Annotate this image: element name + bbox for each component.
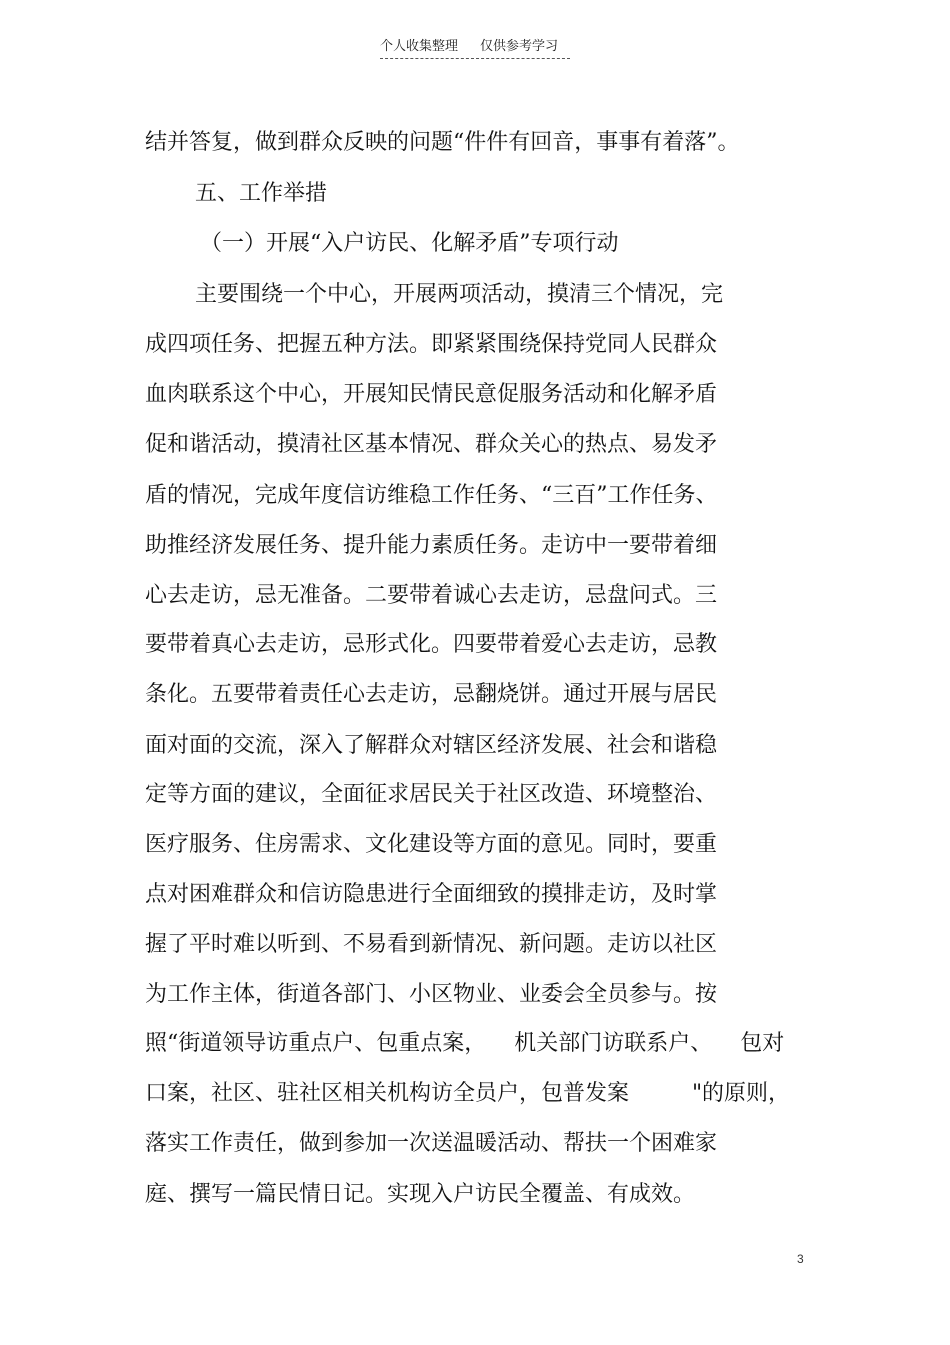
- body-line: 要带着真心去走访，忌形式化。四要带着爱心去走访，忌教: [145, 632, 718, 657]
- body-line: 为工作主体，街道各部门、小区物业、业委会全员参与。按: [145, 982, 718, 1007]
- section-heading: 五、工作举措: [195, 181, 328, 206]
- body-line: 心去走访，忌无准备。二要带着诚心去走访，忌盘问式。三: [145, 583, 718, 608]
- body-line: 握了平时难以听到、不易看到新情况、新问题。走访以社区: [145, 932, 718, 957]
- header-left-text: 个人收集整理: [380, 39, 459, 54]
- body-line: 点对困难群众和信访隐患进行全面细致的摸排走访，及时掌: [145, 882, 718, 907]
- body-line: 条化。五要带着责任心去走访，忌翻烧饼。通过开展与居民: [145, 682, 718, 707]
- body-line: 促和谐活动，摸清社区基本情况、群众关心的热点、易发矛: [145, 432, 718, 457]
- body-line: 血肉联系这个中心，开展知民情民意促服务活动和化解矛盾: [145, 382, 718, 407]
- page-number: 3: [797, 1252, 804, 1266]
- body-line: 照“街道领导访重点户、包重点案， 机关部门访联系户、 包对: [145, 1031, 785, 1056]
- body-line: 口案，社区、驻社区相关机构访全员户，包普发案 "的原则，: [145, 1081, 791, 1106]
- subsection-heading: （一）开展“入户访民、化解矛盾”专项行动: [200, 231, 619, 256]
- body-line: 面对面的交流，深入了解群众对辖区经济发展、社会和谐稳: [145, 733, 718, 758]
- body-line: 结并答复，做到群众反映的问题“件件有回音，事事有着落”。: [145, 130, 740, 155]
- body-line: 成四项任务、把握五种方法。即紧紧围绕保持党同人民群众: [145, 332, 718, 357]
- body-line: 主要围绕一个中心，开展两项活动，摸清三个情况，完: [195, 282, 724, 307]
- header-right-text: 仅供参考学习: [480, 39, 559, 54]
- body-line: 助推经济发展任务、提升能力素质任务。走访中一要带着细: [145, 533, 718, 558]
- body-line: 庭、撰写一篇民情日记。实现入户访民全覆盖、有成效。: [145, 1182, 696, 1207]
- running-header: [380, 38, 570, 59]
- body-line: 医疗服务、住房需求、文化建设等方面的意见。同时，要重: [145, 832, 718, 857]
- body-line: 落实工作责任，做到参加一次送温暖活动、帮扶一个困难家: [145, 1131, 718, 1156]
- body-line: 定等方面的建议，全面征求居民关于社区改造、环境整治、: [145, 782, 718, 807]
- body-line: 盾的情况，完成年度信访维稳工作任务、“三百”工作任务、: [145, 483, 718, 508]
